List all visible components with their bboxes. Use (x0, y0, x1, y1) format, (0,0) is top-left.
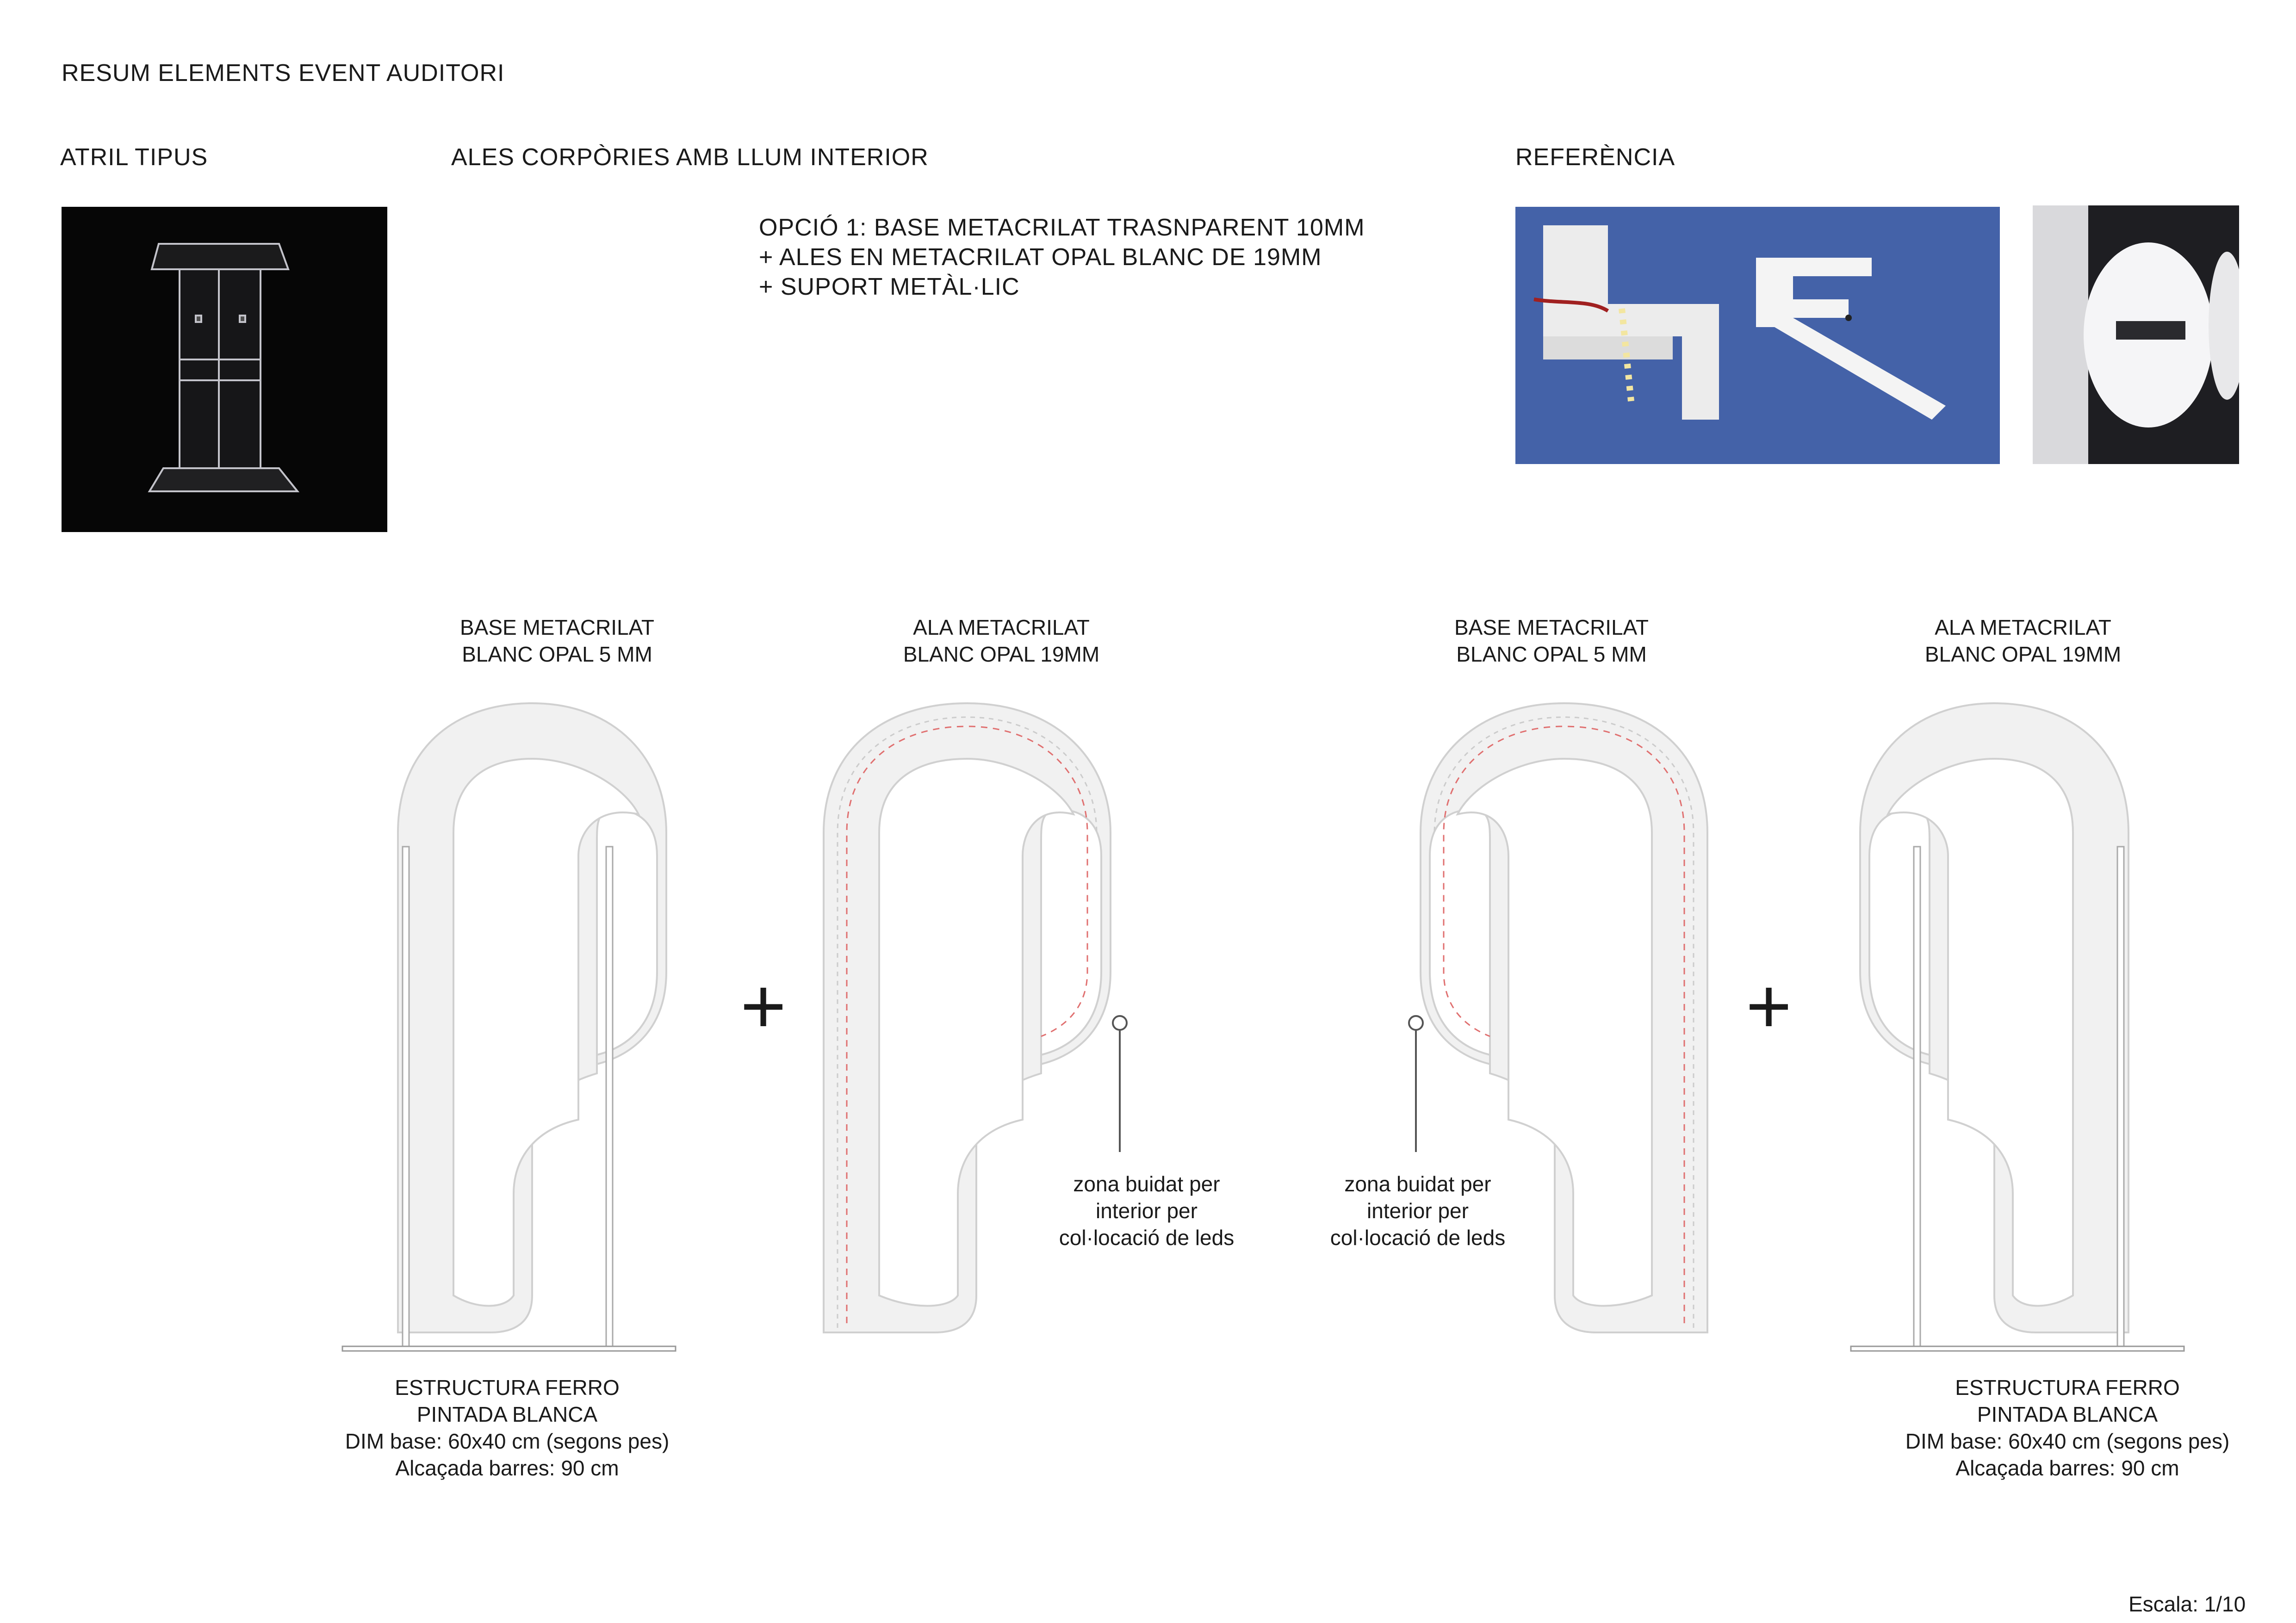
note-estructura-left-line4: Alcaçada barres: 90 cm (395, 1456, 619, 1480)
label-base-left-line1: BASE METACRILAT (459, 615, 655, 639)
note-estructura-left-line1: ESTRUCTURA FERRO (395, 1375, 620, 1400)
note-zona-right-line1: zona buidat per (1344, 1172, 1491, 1196)
reference-illustration-1 (1515, 207, 2000, 464)
plus-sign-left: + (740, 962, 787, 1050)
note-estructura-left-line3: DIM base: 60x40 cm (segons pes) (345, 1429, 670, 1453)
atril-photo (62, 207, 387, 532)
ala-left-drawing (819, 694, 1171, 1365)
label-ala-left (903, 614, 1099, 668)
page-title: RESUM ELEMENTS EVENT AUDITORI (62, 60, 505, 87)
base-left-drawing (338, 694, 708, 1365)
note-zona-left-line2: interior per (1096, 1199, 1198, 1223)
option-line-3: + SUPORT METÀL·LIC (759, 273, 1020, 300)
note-zona-right-line3: col·locació de leds (1330, 1226, 1506, 1250)
label-ala-right-line2: BLANC OPAL 19MM (1924, 642, 2122, 666)
label-base-left-line2: BLANC OPAL 5 MM (462, 642, 652, 666)
note-estructura-right-line1: ESTRUCTURA FERRO (1955, 1375, 2180, 1400)
plus-sign-right: + (1746, 962, 1792, 1050)
label-base-right-line2: BLANC OPAL 5 MM (1456, 642, 1647, 666)
option-description (759, 213, 1365, 302)
label-base-right (1454, 614, 1649, 668)
note-estructura-left-line2: PINTADA BLANCA (416, 1402, 598, 1426)
atril-illustration (62, 207, 387, 532)
note-zona-left-line3: col·locació de leds (1059, 1226, 1235, 1250)
label-base-right-line1: BASE METACRILAT (1454, 615, 1649, 639)
section-ales: ALES CORPÒRIES AMB LLUM INTERIOR (451, 144, 929, 171)
reference-photo-letters (1515, 207, 2000, 464)
section-atril: ATRIL TIPUS (60, 144, 208, 171)
note-estructura-left (345, 1374, 670, 1481)
note-estructura-right-line3: DIM base: 60x40 cm (segons pes) (1905, 1429, 2230, 1453)
note-zona-right-line2: interior per (1367, 1199, 1469, 1223)
reference-photo-lit-letters (2033, 205, 2239, 464)
note-zona-left (1059, 1171, 1234, 1251)
label-ala-right (1925, 614, 2121, 668)
ala-right-drawing (1823, 694, 2193, 1365)
note-estructura-right-line4: Alcaçada barres: 90 cm (1955, 1456, 2179, 1480)
scale-label: Escala: 1/10 (2128, 1592, 2246, 1616)
note-zona-right (1330, 1171, 1505, 1251)
note-estructura-right (1905, 1374, 2230, 1481)
option-line-2: + ALES EN METACRILAT OPAL BLANC DE 19MM (759, 244, 1322, 271)
label-ala-right-line1: ALA METACRILAT (1935, 615, 2111, 639)
label-base-left (460, 614, 654, 668)
label-ala-left-line2: BLANC OPAL 19MM (903, 642, 1100, 666)
reference-illustration-2 (2033, 205, 2239, 464)
note-zona-left-line1: zona buidat per (1073, 1172, 1220, 1196)
section-referencia: REFERÈNCIA (1515, 144, 1675, 171)
option-line-1: OPCIÓ 1: BASE METACRILAT TRASNPARENT 10MM (759, 214, 1365, 241)
label-ala-left-line1: ALA METACRILAT (913, 615, 1090, 639)
base-right-drawing (1370, 694, 1721, 1365)
note-estructura-right-line2: PINTADA BLANCA (1977, 1402, 2158, 1426)
